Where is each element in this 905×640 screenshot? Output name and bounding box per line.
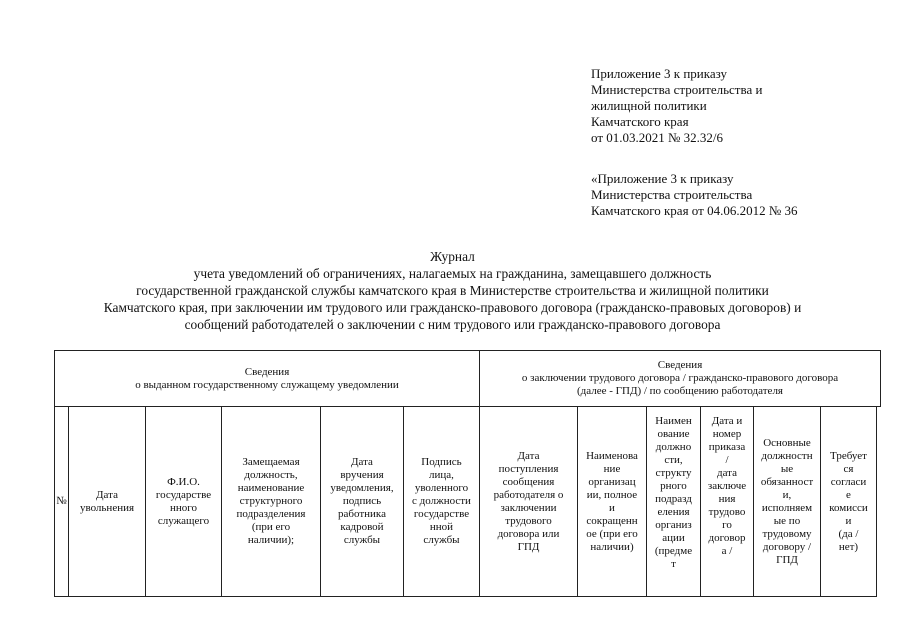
appendix-previous-line: Камчатского края от 04.06.2012 № 36 [591, 203, 798, 218]
column-header-signature [403, 406, 480, 597]
column-header-position [221, 406, 321, 597]
column-header-number-text: № [56, 495, 67, 507]
column-header-dismissal-date-text: Дата увольнения [79, 488, 135, 514]
group-header-contract [479, 350, 881, 407]
column-header-job-title-text: Наимен ование должно сти, структу рного подразд еления организ ации (предме т [654, 415, 693, 570]
column-header-order-date-text: Дата и номер приказа / дата заключе ния трудово го договор а / [707, 415, 747, 557]
column-header-job-title [646, 406, 701, 597]
appendix-current-line: Приложение 3 к приказу [591, 66, 728, 81]
journal-title-line: сообщений работодателей о заключении с ним трудового или гражданско-правового договора [184, 317, 721, 332]
column-header-order-date [700, 406, 754, 597]
column-header-duties-text: Основные должностн ые обязанност и, исполняем ые по трудовому договору / ГПД [760, 436, 814, 566]
appendix-current [591, 66, 762, 146]
appendix-previous [591, 171, 797, 219]
group-header-notice [54, 350, 480, 407]
column-header-receipt-date-text: Дата поступления сообщения работодателя о заключении трудового договора или ГПД [493, 449, 564, 553]
column-header-duties [753, 406, 821, 597]
column-header-number [54, 406, 69, 597]
journal-title [0, 248, 905, 333]
group-header-contract-text: Сведения о заключении трудового договора / гражданско-правового договора (далее - ГПД) / по сообщению работодателя [521, 359, 839, 397]
column-header-consent [820, 406, 877, 597]
journal-title-line: Камчатского края, при заключении им трудового или гражданско-правового договора (гражданско-правовых договоров) и [103, 300, 802, 315]
appendix-current-line: Министерства строительства и [591, 82, 763, 97]
column-header-dismissal-date [68, 406, 146, 597]
column-header-signature-text: Подпись лица, уволенного с должности государстве нной службы [412, 456, 471, 546]
journal-title-line: государственной гражданской службы камчатского края в Министерстве строительства и жилищной политики [136, 283, 769, 298]
appendix-current-line: от 01.03.2021 № 32.32/6 [591, 130, 724, 145]
column-header-notice-date-text: Дата вручения уведомления, подпись работника кадровой службы [330, 456, 394, 546]
column-header-full-name-text: Ф.И.О. государстве нного служащего [155, 475, 212, 527]
column-header-notice-date [320, 406, 404, 597]
journal-title-line: Журнал [430, 249, 475, 264]
group-header-notice-text: Сведения о выданном государственному служащему уведомлении [135, 365, 399, 391]
column-header-consent-text: Требует ся согласи е комисси и (да / нет) [829, 449, 868, 553]
appendix-current-line: Камчатского края [591, 114, 689, 129]
appendix-current-line: жилищной политики [591, 98, 707, 113]
appendix-previous-line: «Приложение 3 к приказу [591, 171, 734, 186]
appendix-previous-line: Министерства строительства [591, 187, 753, 202]
column-header-receipt-date [479, 406, 578, 597]
journal-title-line: учета уведомлений об ограничениях, налагаемых на гражданина, замещавшего должность [193, 266, 712, 281]
column-header-organization [577, 406, 647, 597]
column-header-organization-text: Наименова ние организац ии, полное и сокращенн ое (при его наличии) [586, 449, 638, 553]
column-header-full-name [145, 406, 222, 597]
column-header-position-text: Замещаемая должность, наименование структурного подразделения (при его наличии); [236, 456, 306, 546]
